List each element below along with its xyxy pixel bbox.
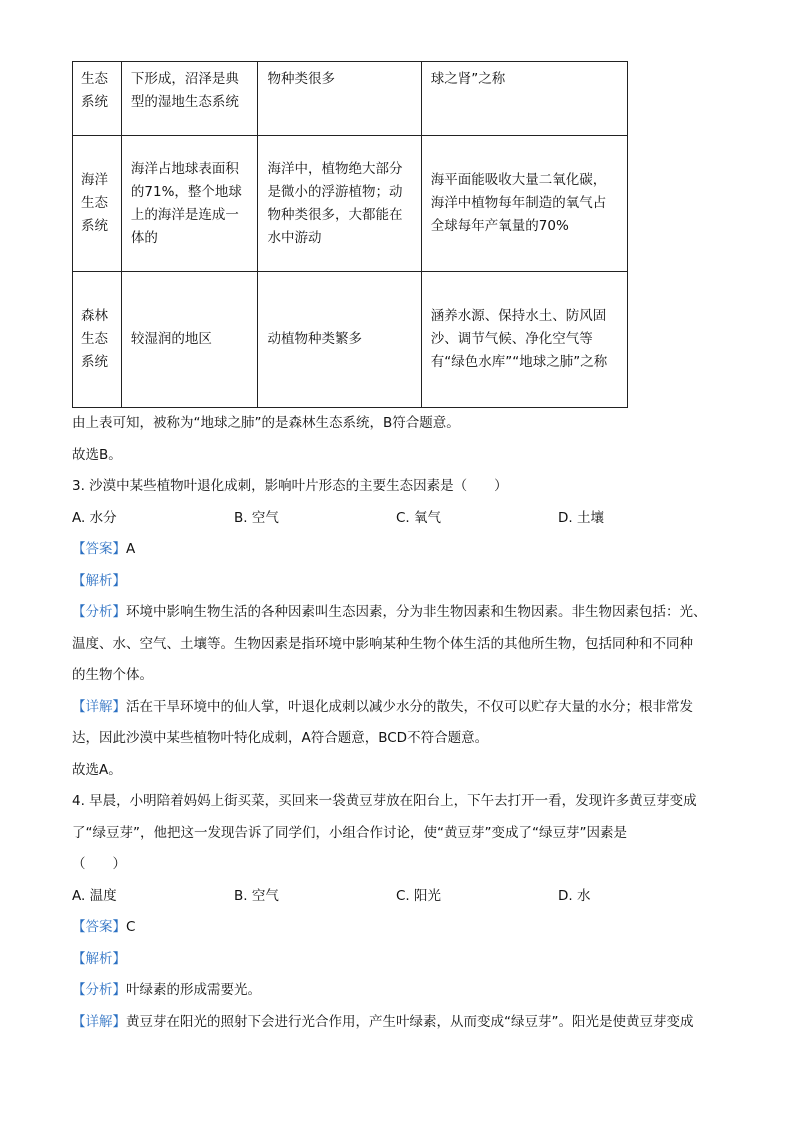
ecosystem-table — [72, 61, 628, 408]
table-cell-features: 物种类很多 — [258, 62, 421, 136]
option-b: B. 空气 — [234, 509, 279, 526]
option-c: C. 氧气 — [396, 509, 442, 526]
detail-line — [72, 1007, 732, 1039]
answer-line — [72, 534, 732, 566]
option-c: C. 阳光 — [396, 887, 442, 904]
answer-tag: 【答案】 — [72, 919, 126, 935]
question-3-stem: 3. 沙漠中某些植物叶退化成刺，影响叶片形态的主要生态因素是（ ） — [72, 478, 508, 494]
answer-value: C — [126, 919, 136, 935]
detail-line — [72, 692, 732, 724]
answer-tag: 【答案】 — [72, 541, 126, 557]
table-cell-role: 涵养水源、保持水土、防风固沙、调节气候、净化空气等有“绿色水库”“地球之肺”之称 — [421, 272, 627, 408]
fenxi-line — [72, 975, 732, 1007]
table-row — [73, 62, 628, 136]
fenxi-text: 叶绿素的形成需要光。 — [126, 982, 261, 998]
table-cell-name: 森林生态系统 — [73, 272, 122, 408]
table-cell-distribution: 下形成，沼泽是典型的湿地生态系统 — [121, 62, 258, 136]
fenxi-line — [72, 597, 732, 629]
analysis-line — [72, 944, 732, 976]
table-row — [73, 136, 628, 272]
fenxi-tag: 【分析】 — [72, 982, 126, 998]
question-4-options — [72, 881, 732, 913]
table-cell-features: 海洋中，植物绝大部分是微小的浮游植物；动物种类很多，大都能在水中游动 — [258, 136, 421, 272]
paragraph: 由上表可知，被称为“地球之肺”的是森林生态系统，B符合题意。 — [72, 415, 460, 431]
table-row — [73, 272, 628, 408]
analysis-line — [72, 566, 732, 598]
body-text — [72, 408, 732, 1038]
question-3-options — [72, 503, 732, 535]
answer-line — [72, 912, 732, 944]
table-cell-role: 球之肾”之称 — [421, 62, 627, 136]
answer-value: A — [126, 541, 136, 557]
option-a: A. 温度 — [72, 887, 117, 904]
question-4-stem: （ ） — [72, 856, 126, 872]
detail-tag: 【详解】 — [72, 698, 126, 715]
question-4-stem: 4. 早晨，小明陪着妈妈上街买菜，买回来一袋黄豆芽放在阳台上，下午去打开一看，发现许多黄豆芽变成 — [72, 793, 697, 809]
table-cell-role: 海平面能吸收大量二氧化碳，海洋中植物每年制造的氧气占全球每年产氧量的70% — [421, 136, 627, 272]
detail-text: 活在干旱环境中的仙人掌，叶退化成刺以减少水分的散失，不仅可以贮存大量的水分；根非常发 — [126, 698, 693, 715]
fenxi-tag: 【分析】 — [72, 604, 126, 620]
analysis-tag: 【解析】 — [72, 950, 126, 967]
option-b: B. 空气 — [234, 887, 279, 904]
detail-text: 黄豆芽在阳光的照射下会进行光合作用，产生叶绿素，从而变成“绿豆芽”。阳光是使黄豆芽变成 — [126, 1013, 694, 1030]
detail-tag: 【详解】 — [72, 1013, 126, 1030]
table-cell-name: 海洋生态系统 — [73, 136, 122, 272]
fenxi-text: 的生物个体。 — [72, 667, 153, 683]
table-cell-name: 生态系统 — [73, 62, 122, 136]
detail-text: 达，因此沙漠中某些植物叶特化成刺，A符合题意，BCD不符合题意。 — [72, 730, 489, 746]
option-d: D. 水 — [558, 887, 591, 904]
option-d: D. 土壤 — [558, 509, 604, 526]
option-a: A. 水分 — [72, 509, 117, 526]
table-cell-distribution: 海洋占地球表面积的71%，整个地球上的海洋是连成一体的 — [121, 136, 258, 272]
analysis-tag: 【解析】 — [72, 572, 126, 589]
fenxi-text: 环境中影响生物生活的各种因素叫生态因素，分为非生物因素和生物因素。非生物因素包括：光、 — [126, 604, 707, 620]
table-cell-distribution: 较湿润的地区 — [121, 272, 258, 408]
fenxi-text: 温度、水、空气、土壤等。生物因素是指环境中影响某种生物个体生活的其他所生物，包括同种和不同种 — [72, 635, 693, 652]
question-4-stem: 了“绿豆芽”，他把这一发现告诉了同学们，小组合作讨论，使“黄豆芽”变成了“绿豆芽”因素是 — [72, 824, 627, 841]
conclusion: 故选A。 — [72, 761, 122, 778]
table-cell-features: 动植物种类繁多 — [258, 272, 421, 408]
paragraph: 故选B。 — [72, 446, 122, 463]
